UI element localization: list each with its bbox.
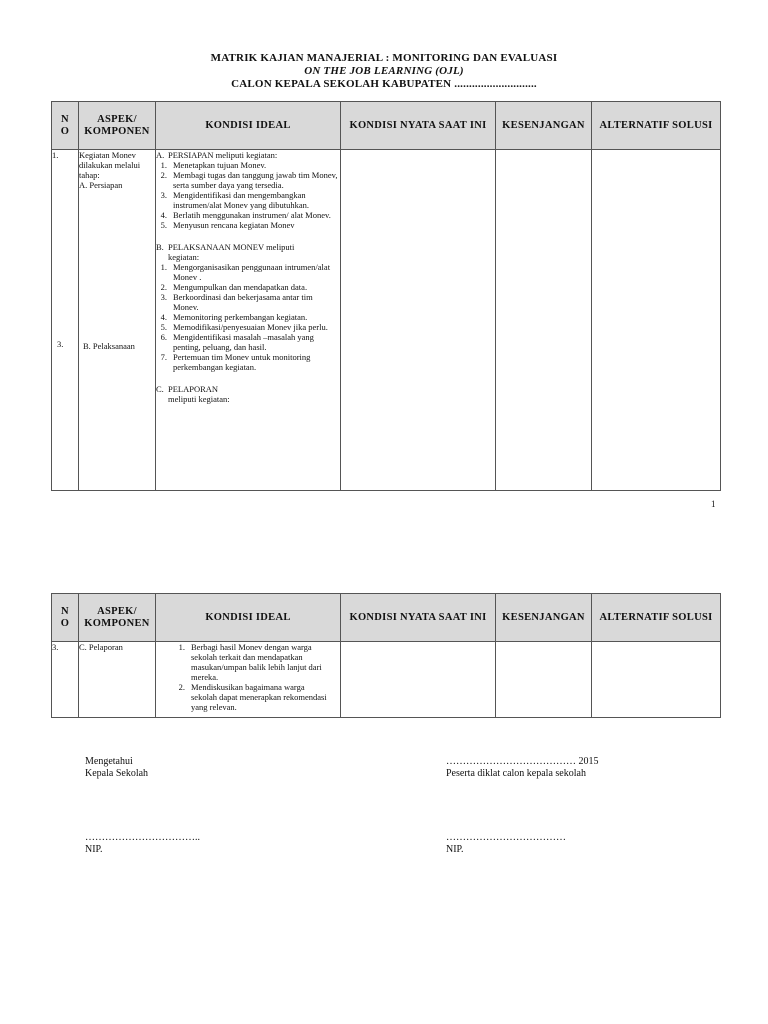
list-item-number: 2. — [160, 282, 167, 292]
list-item-number: 5. — [160, 220, 167, 230]
list-item-text: Menyusun rencana kegiatan Monev — [173, 220, 295, 230]
list-item-text: Menetapkan tujuan Monev. — [173, 160, 267, 170]
page-number: 1 — [711, 499, 716, 509]
list-item-number: 2. — [160, 170, 167, 180]
list-item-text: Membagi tugas dan tanggung jawab tim Monev, serta sumber daya yang tersedia. — [173, 170, 338, 190]
list-item — [156, 292, 340, 312]
list-item-text: Mengumpulkan dan mendapatkan data. — [173, 282, 308, 292]
alternatif-cell — [592, 642, 721, 718]
persiapan-list — [156, 160, 340, 230]
list-item-text: Mendiskusikan bagaimana warga sekolah dapat menerapkan rekomendasi yang relevan. — [191, 682, 327, 712]
list-item-text: Mengorganisasikan penggunaan intrumen/alat Monev . — [173, 262, 331, 282]
col-header-aspek: ASPEK/ KOMPONEN — [79, 102, 156, 150]
list-item — [174, 682, 332, 712]
date-line: ………………………………… 2015 — [446, 756, 599, 767]
nip-label: NIP. — [446, 844, 464, 855]
list-item-number: 4. — [160, 312, 167, 322]
col-header-kesenjangan: KESENJANGAN — [496, 102, 592, 150]
alternatif-cell — [592, 150, 721, 491]
section-title: PERSIAPAN meliputi kegiatan: — [168, 150, 278, 160]
list-item — [156, 190, 340, 210]
row-number: 3. — [57, 339, 64, 349]
section-subtitle: kegiatan: — [168, 252, 200, 262]
list-item — [156, 282, 340, 292]
list-item-text: Pertemuan tim Monev untuk monitoring perkembangan kegiatan. — [173, 352, 311, 372]
list-item-number: 6. — [160, 332, 167, 342]
title-line-1: MATRIK KAJIAN MANAJERIAL : MONITORING DAN EVALUASI — [210, 52, 558, 64]
signature-left — [85, 756, 148, 780]
col-header-alternatif: ALTERNATIF SOLUSI — [592, 102, 721, 150]
list-item — [156, 220, 340, 230]
list-item — [174, 642, 332, 682]
list-item — [156, 170, 340, 190]
table-header-row — [52, 102, 721, 150]
kesenjangan-cell — [496, 150, 592, 491]
col-header-kondisi-ideal: KONDISI IDEAL — [156, 594, 341, 642]
pelaksanaan-list — [156, 262, 340, 372]
matrix-table-1 — [51, 101, 721, 491]
list-item-number: 7. — [160, 352, 167, 362]
list-item — [156, 210, 340, 220]
col-header-kesenjangan: KESENJANGAN — [496, 594, 592, 642]
signature-right — [446, 756, 599, 780]
document-title — [0, 52, 768, 91]
no-cell — [52, 150, 79, 491]
list-item-number: 3. — [160, 190, 167, 200]
list-item-number: 1. — [160, 262, 167, 272]
signature-left-name — [85, 832, 200, 856]
table-row — [52, 150, 721, 491]
kondisi-ideal-cell — [156, 642, 341, 718]
section-persiapan — [156, 150, 340, 230]
signature-dots: …………………………….. — [85, 832, 200, 843]
no-cell — [52, 642, 79, 718]
list-item-text: Berbagi hasil Monev dengan warga sekolah terkait dan mendapatkan masukan/umpan balik lebih lanjut dari mereka. — [191, 642, 322, 682]
table-row — [52, 642, 721, 718]
list-item-text: Memodifikasi/penyesuaian Monev jika perlu. — [173, 322, 328, 332]
section-subtitle: meliputi kegiatan: — [168, 394, 230, 404]
col-header-aspek: ASPEK/ KOMPONEN — [79, 594, 156, 642]
list-item — [156, 322, 340, 332]
table-header-row — [52, 594, 721, 642]
list-item-text: Mengidentifikasi dan mengembangkan instrumen/alat Monev yang dibutuhkan. — [173, 190, 309, 210]
list-item-text: Memonitoring perkembangan kegiatan. — [173, 312, 308, 322]
row-number: 1. — [52, 150, 59, 160]
section-letter: B. — [156, 242, 164, 252]
list-item-number: 1. — [178, 642, 185, 652]
nip-label: NIP. — [85, 844, 103, 855]
list-item — [156, 312, 340, 322]
kondisi-nyata-cell — [341, 150, 496, 491]
mengetahui-label: Mengetahui — [85, 756, 133, 767]
matrix-table-2 — [51, 593, 721, 718]
kondisi-nyata-cell — [341, 642, 496, 718]
kesenjangan-cell — [496, 642, 592, 718]
aspek-intro: Kegiatan Monev dilakukan melalui tahap: — [79, 150, 141, 180]
kepala-sekolah-label: Kepala Sekolah — [85, 768, 149, 779]
list-item — [156, 160, 340, 170]
list-item-number: 3. — [160, 292, 167, 302]
col-header-alternatif: ALTERNATIF SOLUSI — [592, 594, 721, 642]
list-item-number: 1. — [160, 160, 167, 170]
list-item-text: Mengidentifikasi masalah –masalah yang penting, peluang, dan hasil. — [173, 332, 314, 352]
aspek-pelaporan: C. Pelaporan — [79, 642, 123, 652]
section-pelaporan — [156, 384, 340, 404]
section-title: PELAKSANAAN MONEV meliputi — [168, 242, 295, 252]
list-item — [156, 262, 340, 282]
aspek-pelaksanaan: B. Pelaksanaan — [83, 341, 135, 351]
list-item — [156, 352, 340, 372]
section-letter: C. — [156, 384, 164, 394]
list-item-text: Berlatih menggunakan instrumen/ alat Monev. — [173, 210, 331, 220]
list-item-text: Berkoordinasi dan bekerjasama antar tim Monev. — [173, 292, 313, 312]
row-number: 3. — [52, 642, 59, 652]
kondisi-ideal-cell — [156, 150, 341, 491]
list-item — [156, 332, 340, 352]
signature-dots: ……………………………… — [446, 832, 566, 843]
signature-right-name — [446, 832, 566, 856]
list-item-number: 5. — [160, 322, 167, 332]
list-item-number: 4. — [160, 210, 167, 220]
list-item-number: 2. — [178, 682, 185, 692]
pelaporan-list — [174, 642, 332, 712]
col-header-kondisi-nyata: KONDISI NYATA SAAT INI — [341, 102, 496, 150]
section-title: PELAPORAN — [168, 384, 219, 394]
title-line-3: CALON KEPALA SEKOLAH KABUPATEN ............................ — [231, 78, 537, 90]
aspek-cell — [79, 642, 156, 718]
col-header-kondisi-ideal: KONDISI IDEAL — [156, 102, 341, 150]
title-line-2: ON THE JOB LEARNING (OJL) — [304, 65, 464, 77]
aspek-persiapan: A. Persiapan — [79, 180, 123, 190]
col-header-no: N O — [52, 594, 79, 642]
section-letter: A. — [156, 150, 165, 160]
section-pelaksanaan — [156, 242, 340, 372]
aspek-cell — [79, 150, 156, 491]
col-header-kondisi-nyata: KONDISI NYATA SAAT INI — [341, 594, 496, 642]
peserta-label: Peserta diklat calon kepala sekolah — [446, 768, 586, 779]
col-header-no: N O — [52, 102, 79, 150]
